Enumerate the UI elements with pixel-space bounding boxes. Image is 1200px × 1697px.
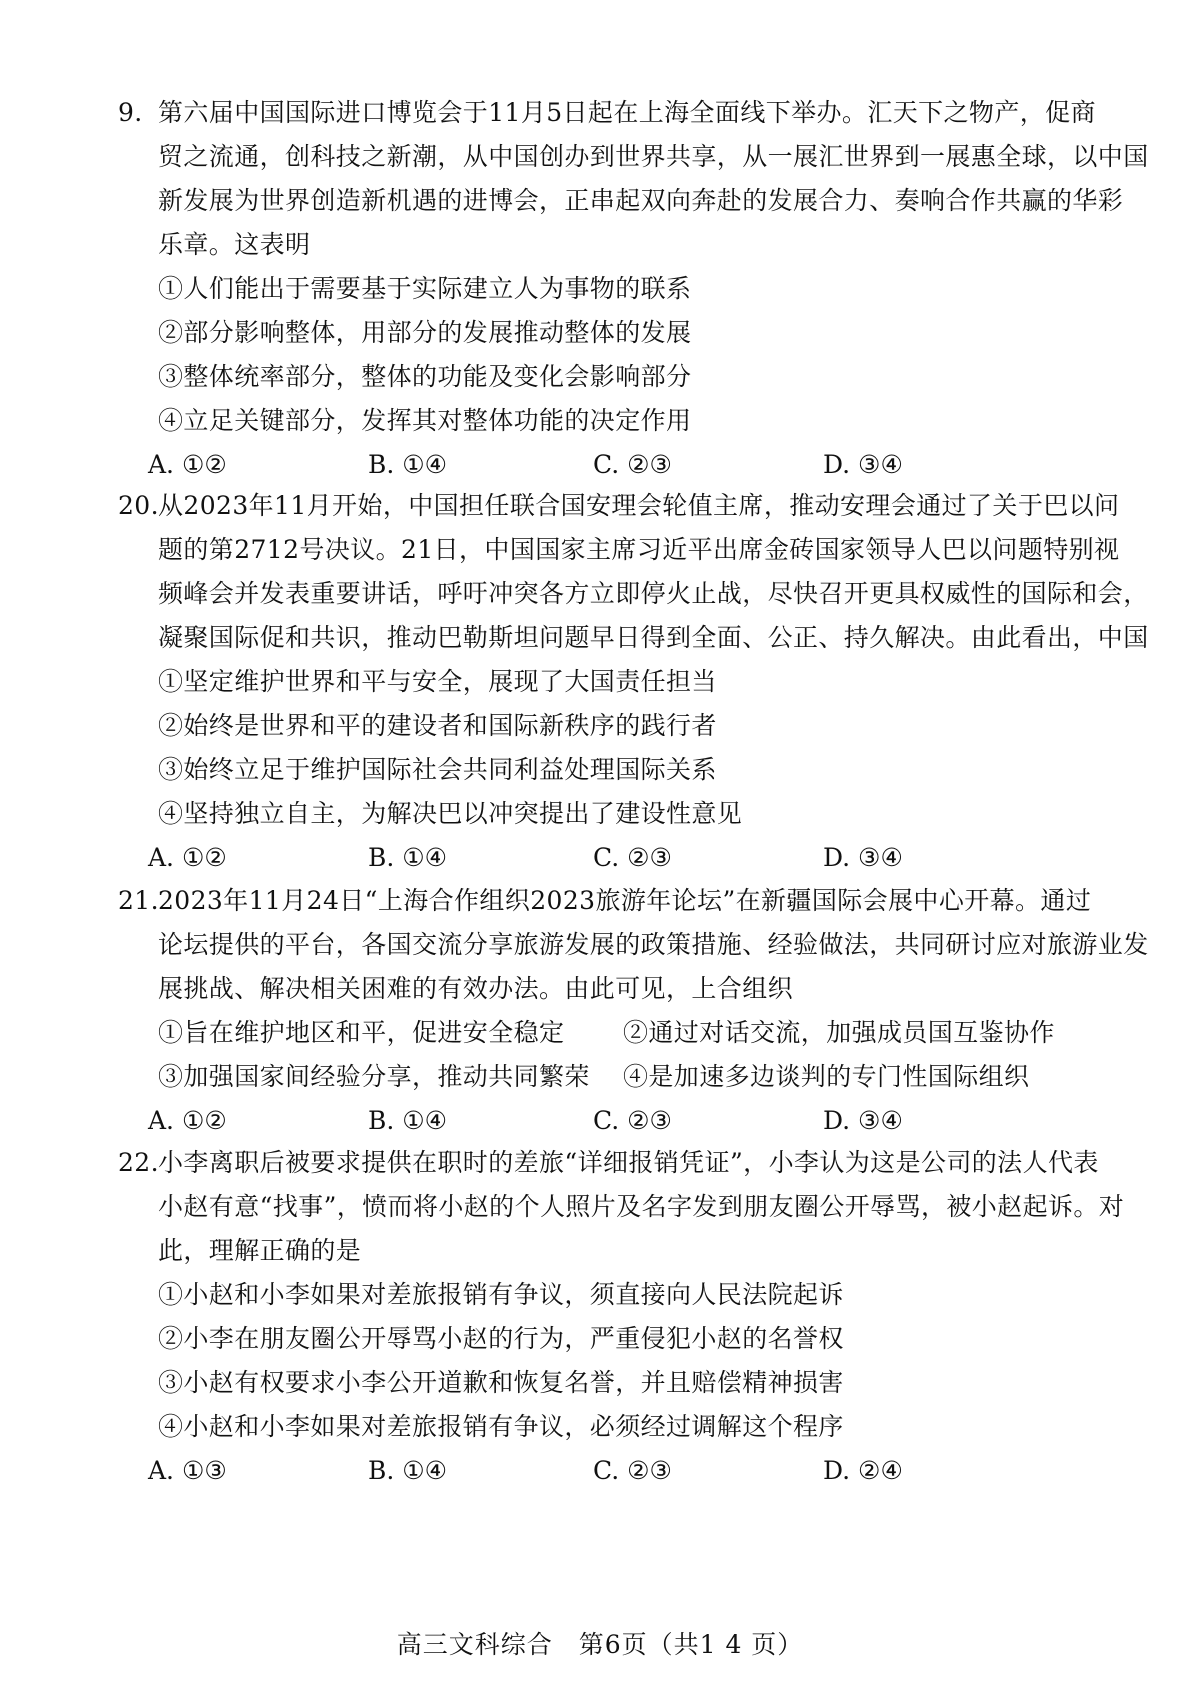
answer-choice-c: C. ②③ [593, 843, 672, 872]
statement-option: ④立足关键部分，发挥其对整体功能的决定作用 [158, 406, 692, 435]
answer-choice-b: B. ①④ [368, 450, 448, 479]
answer-choice-a: A. ①② [148, 843, 227, 872]
question-stem-line: 贸之流通，创科技之新潮，从中国创办到世界共享，从一展汇世界到一展惠全球，以中国 [158, 142, 1149, 171]
question-number: 22. [118, 1148, 159, 1177]
question-stem-line: 从2023年11月开始，中国担任联合国安理会轮值主席，推动安理会通过了关于巴以问 [158, 491, 1120, 520]
statement-option: ④小赵和小李如果对差旅报销有争议，必须经过调解这个程序 [158, 1412, 844, 1441]
question-stem-line: 频峰会并发表重要讲话，呼吁冲突各方立即停火止战，尽快召开更具权威性的国际和会， [158, 579, 1149, 608]
statement-option: ②始终是世界和平的建设者和国际新秩序的践行者 [158, 711, 717, 740]
answer-choice-a: A. ①② [148, 450, 227, 479]
question-stem-line: 展挑战、解决相关困难的有效办法。由此可见，上合组织 [158, 974, 794, 1003]
statement-option: ①小赵和小李如果对差旅报销有争议，须直接向人民法院起诉 [158, 1280, 844, 1309]
question-stem-line: 此，理解正确的是 [158, 1236, 362, 1265]
question-stem-line: 第六届中国国际进口博览会于11月5日起在上海全面线下举办。汇天下之物产，促商 [158, 98, 1096, 127]
statement-option: ①人们能出于需要基于实际建立人为事物的联系 [158, 274, 692, 303]
statement-option: ③整体统率部分，整体的功能及变化会影响部分 [158, 362, 692, 391]
question-number: 9. [118, 98, 143, 127]
answer-choice-a: A. ①③ [148, 1456, 227, 1485]
statement-option: ②小李在朋友圈公开辱骂小赵的行为，严重侵犯小赵的名誉权 [158, 1324, 844, 1353]
answer-choice-c: C. ②③ [593, 450, 672, 479]
question-stem-line: 新发展为世界创造新机遇的进博会，正串起双向奔赴的发展合力、奏响合作共赢的华彩 [158, 186, 1124, 215]
answer-choice-b: B. ①④ [368, 1106, 448, 1135]
question-stem-line: 题的第2712号决议。21日，中国国家主席习近平出席金砖国家领导人巴以问题特别视 [158, 535, 1120, 564]
statement-option: ②通过对话交流，加强成员国互鉴协作 [623, 1018, 1055, 1047]
answer-choice-c: C. ②③ [593, 1106, 672, 1135]
statement-option: ①旨在维护地区和平，促进安全稳定 [158, 1018, 565, 1047]
page-footer: 高三文科综合 第6页（共1 4 页） [396, 1630, 804, 1659]
question-stem-line: 论坛提供的平台，各国交流分享旅游发展的政策措施、经验做法，共同研讨应对旅游业发 [158, 930, 1149, 959]
statement-option: ③小赵有权要求小李公开道歉和恢复名誉，并且赔偿精神损害 [158, 1368, 844, 1397]
question-stem-line: 小赵有意“找事”，愤而将小赵的个人照片及名字发到朋友圈公开辱骂，被小赵起诉。对 [158, 1192, 1125, 1221]
answer-choice-b: B. ①④ [368, 1456, 448, 1485]
question-stem-line: 小李离职后被要求提供在职时的差旅“详细报销凭证”，小李认为这是公司的法人代表 [158, 1148, 1099, 1177]
statement-option: ③始终立足于维护国际社会共同利益处理国际关系 [158, 755, 717, 784]
answer-choice-d: D. ③④ [823, 1106, 903, 1135]
statement-option: ②部分影响整体，用部分的发展推动整体的发展 [158, 318, 692, 347]
statement-option: ③加强国家间经验分享，推动共同繁荣 [158, 1062, 590, 1091]
statement-option: ④坚持独立自主，为解决巴以冲突提出了建设性意见 [158, 799, 743, 828]
question-number: 21. [118, 886, 159, 915]
question-number: 20. [118, 491, 159, 520]
answer-choice-c: C. ②③ [593, 1456, 672, 1485]
answer-choice-d: D. ③④ [823, 450, 903, 479]
answer-choice-d: D. ②④ [823, 1456, 903, 1485]
answer-choice-d: D. ③④ [823, 843, 903, 872]
statement-option: ④是加速多边谈判的专门性国际组织 [623, 1062, 1030, 1091]
question-stem-line: 凝聚国际促和共识，推动巴勒斯坦问题早日得到全面、公正、持久解决。由此看出，中国 [158, 623, 1149, 652]
answer-choice-a: A. ①② [148, 1106, 227, 1135]
question-stem-line: 2023年11月24日“上海合作组织2023旅游年论坛”在新疆国际会展中心开幕。通过 [158, 886, 1092, 915]
statement-option: ①坚定维护世界和平与安全，展现了大国责任担当 [158, 667, 717, 696]
question-stem-line: 乐章。这表明 [158, 230, 311, 259]
answer-choice-b: B. ①④ [368, 843, 448, 872]
